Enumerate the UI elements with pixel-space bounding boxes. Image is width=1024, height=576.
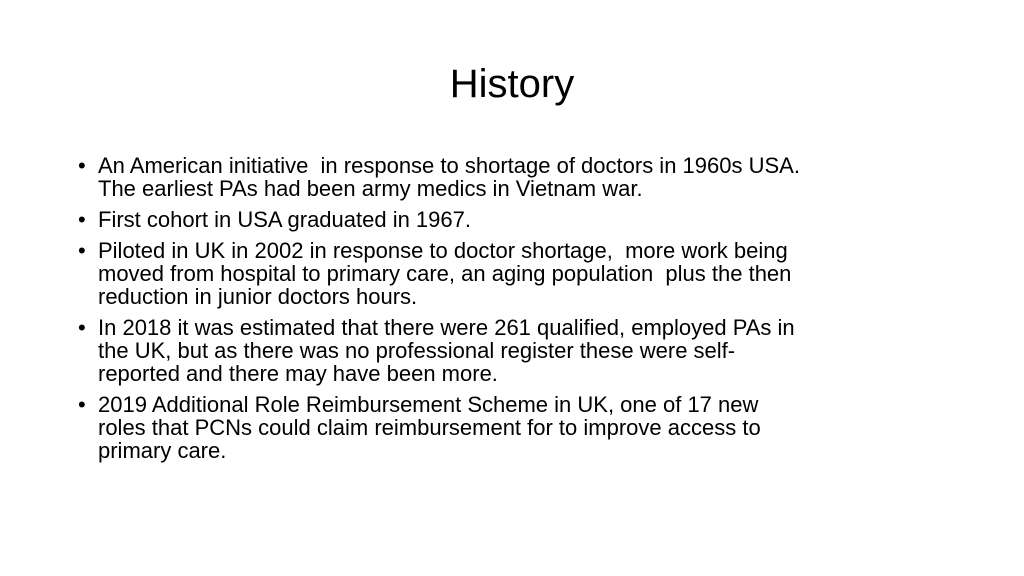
bullet-text-line: reduction in junior doctors hours. — [98, 284, 418, 309]
bullet-text-line: the UK, but as there was no professional register these were self- — [98, 338, 736, 363]
bullet-icon: • — [78, 238, 86, 263]
bullet-icon: • — [78, 207, 86, 232]
bullet-item-2 — [74, 208, 964, 231]
bullet-item-5 — [74, 393, 964, 462]
bullet-text-line: moved from hospital to primary care, an aging population plus the then — [98, 261, 792, 286]
bullet-text-line: The earliest PAs had been army medics in Vietnam war. — [98, 176, 643, 201]
bullet-text-line: 2019 Additional Role Reimbursement Scheme in UK, one of 17 new — [98, 392, 759, 417]
bullet-text-line: First cohort in USA graduated in 1967. — [98, 207, 471, 232]
bullet-text-line: An American initiative in response to shortage of doctors in 1960s USA. — [98, 153, 800, 178]
bullet-text-line: In 2018 it was estimated that there were 261 qualified, employed PAs in — [98, 315, 795, 340]
bullet-text-line: Piloted in UK in 2002 in response to doctor shortage, more work being — [98, 238, 788, 263]
bullet-item-3 — [74, 239, 964, 308]
bullet-icon: • — [78, 153, 86, 178]
bullet-icon: • — [78, 315, 86, 340]
slide-title: History — [449, 62, 575, 106]
bullet-text-line: primary care. — [98, 438, 227, 463]
bullet-text-line: reported and there may have been more. — [98, 361, 498, 386]
bullet-icon: • — [78, 392, 86, 417]
bullet-list — [74, 154, 964, 470]
bullet-item-1 — [74, 154, 964, 200]
bullet-item-4 — [74, 316, 964, 385]
bullet-text-line: roles that PCNs could claim reimbursement for to improve access to — [98, 415, 761, 440]
